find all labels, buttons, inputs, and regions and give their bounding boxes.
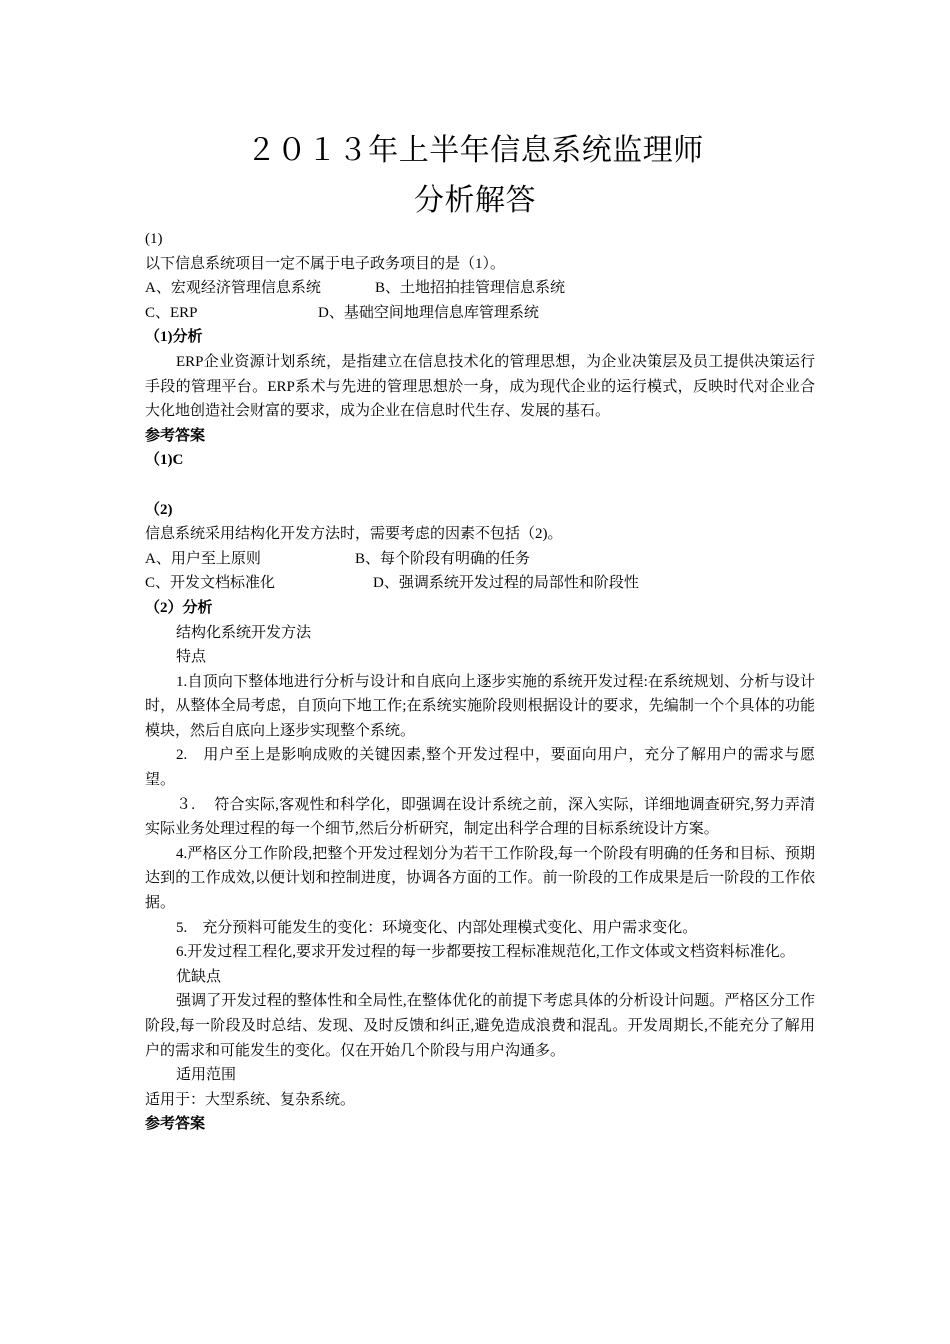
q2-pros-cons-text: 强调了开发过程的整体性和全局性,在整体优化的前提下考虑具体的分析设计问题。严格区分工作阶段,每一阶段及时总结、发现、及时反馈和纠正,避免造成浪费和混乱。开发周期长,不能充分了解用户的需求和可能发生的变化。仅在开始几个阶段与用户沟通多。: [145, 993, 815, 1059]
q1-question: 以下信息系统项目一定不属于电子政务项目的是（1）。: [145, 255, 506, 272]
q2-options-row-2: [145, 571, 815, 596]
q1-number: (1): [145, 231, 163, 247]
q2-feature-4: 4.严格区分工作阶段,把整个开发过程划分为若干工作阶段,每一个阶段有明确的任务和目标、预期达到的工作成效,以便计划和控制进度，协调各方面的工作。前一阶段的工作成果是后一阶段的工作依据。: [145, 845, 815, 912]
q2-feature-2: 2. 用户至上是影响成败的关键因素,整个开发过程中，要面向用户，充分了解用户的需求与愿望。: [145, 747, 815, 789]
q2-number: （2): [145, 501, 173, 518]
q2-scope-title: 适用范围: [176, 1067, 237, 1084]
q2-options-row-1: [145, 547, 815, 572]
q1-analysis-text: ERP企业资源计划系统，是指建立在信息技术化的管理思想，为企业决策层及员工提供决策运行手段的管理平台。ERP系术与先进的管理思想於一身，成为现代企业的运行模式，反映时代对企业合大化地创造社会财富的要求，成为企业在信息时代生存、发展的基石。: [145, 353, 815, 420]
q1-analysis-heading: （1)分析: [145, 329, 203, 346]
q2-option-c: C、开发文档标准化: [145, 575, 276, 592]
document-subtitle: 分析解答: [414, 183, 536, 218]
q2-feature-1: 1.自顶向下整体地进行分析与设计和自底向上逐步实施的系统开发过程:在系统规划、分析与设计时，从整体全局考虑，自顶向下地工作;在系统实施阶段则根据设计的要求，先编制一个个具体的功能模块，然后自底向上逐步实现整个系统。: [145, 673, 815, 739]
q1-options-row-1: [145, 276, 815, 301]
section-gap: [145, 473, 815, 498]
q2-answer-heading: 参考答案: [145, 1116, 206, 1133]
q2-pros-cons-title: 优缺点: [176, 968, 222, 985]
q1-option-b: B、土地招拍挂管理信息系统: [375, 280, 566, 297]
q1-answer: （1)C: [145, 452, 184, 469]
q2-feature-6: 6.开发过程工程化,要求开发过程的每一步都要按工程标准规范化,工作文体或文档资料标准化。: [176, 944, 795, 961]
q1-options-row-2: [145, 301, 815, 326]
document-title: ２０１３年上半年信息系统监理师: [246, 133, 704, 168]
q2-option-b: B、每个阶段有明确的任务: [355, 550, 531, 567]
q2-feature-5: 5. 充分预料可能发生的变化：环境变化、内部处理模式变化、用户需求变化。: [176, 919, 698, 936]
q2-scope-text: 适用于：大型系统、复杂系统。: [145, 1091, 356, 1108]
q2-analysis-heading: （2）分析: [145, 599, 213, 616]
q2-features-title: 特点: [176, 649, 207, 666]
q1-option-c: C、ERP: [145, 304, 198, 321]
q1-option-d: D、基础空间地理信息库管理系统: [318, 304, 539, 321]
q1-answer-heading: 参考答案: [145, 427, 206, 444]
q2-question: 信息系统采用结构化开发方法时，需要考虑的因素不包括（2)。: [145, 526, 563, 543]
q2-method-title: 结构化系统开发方法: [176, 624, 312, 641]
q2-option-d: D、强调系统开发过程的局部性和阶段性: [373, 575, 639, 592]
document-body: [145, 227, 815, 1137]
q2-feature-3: ３. 符合实际,客观性和科学化，即强调在设计系统之前，深入实际，详细地调查研究,努力弄清实际业务处理过程的每一个细节,然后分析研究，制定出科学合理的目标系统设计方案。: [145, 796, 815, 838]
q2-option-a: A、用户至上原则: [145, 550, 261, 567]
q1-option-a: A、宏观经济管理信息系统: [145, 280, 321, 297]
